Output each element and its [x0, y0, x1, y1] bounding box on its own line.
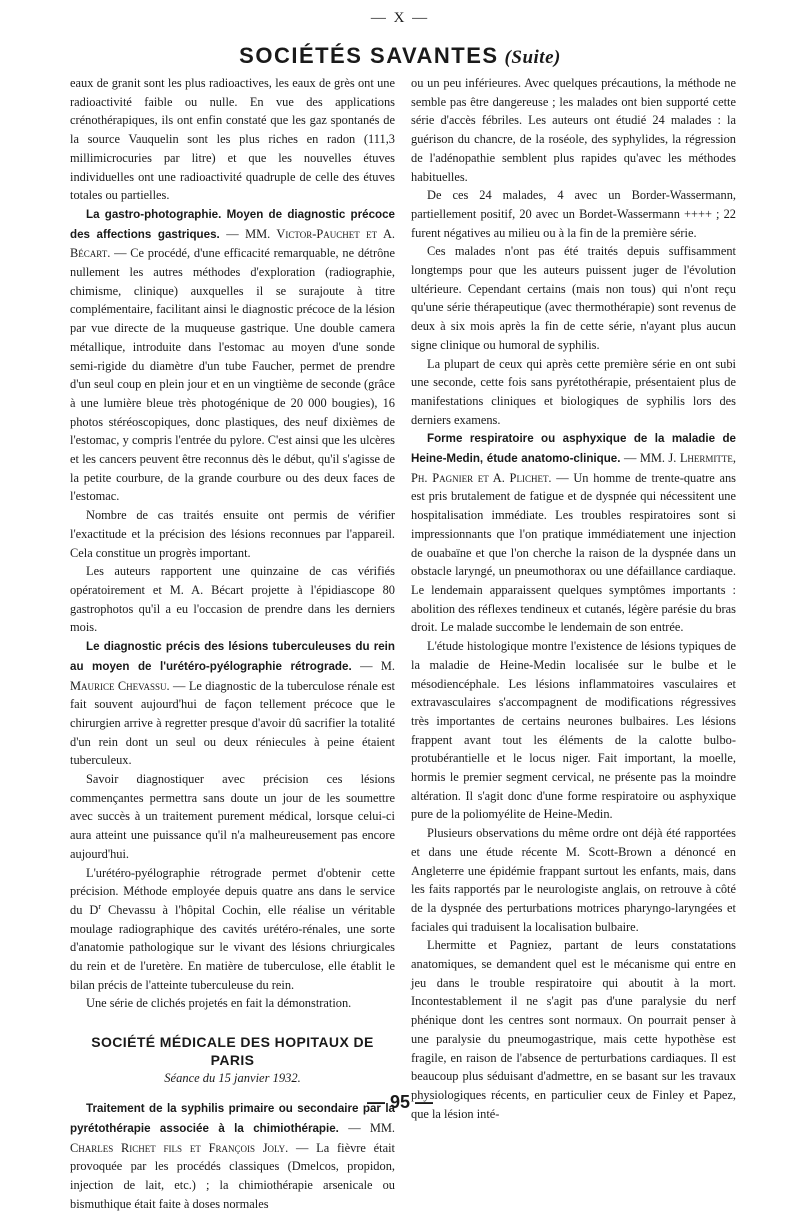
section-title: SOCIÉTÉ MÉDICALE DES HOPITAUX DE PARIS: [91, 1034, 374, 1069]
paragraph: Les auteurs rapportent une quinzaine de cas vérifiés opératoirement et M. A. Bécart projette à l'épidiascope 80 gastrophotos qu'il a eu l'occasion de prendre dans les derniers mois.: [70, 564, 395, 635]
page-number: — 95 —: [366, 1092, 434, 1112]
article-body: — Un homme de trente-quatre ans est pris brutalement de fatigue et de dyspnée qui nécessitent une hospitalisation immédiate. Les troubles respiratoires sont si impressionnants que l'on pratique immédiatement une injection de ouabaïne et que l'on cherche la raison de la dyspnée dans un obstacle laryngé, un pneumothorax ou une défaillance cardiaque. Le lendemain apparaissent quelques symptômes importants : abolition des réflexes tendineux et cutanés, légère parésie du bras droit. Le malade succombe le lendemain de son entrée.: [411, 470, 736, 635]
article-paragraph: [70, 1099, 395, 1213]
article-authors: — MM. J. Lhermitte, Ph. Pagnier et A. Plichet.: [411, 451, 736, 485]
article-body: — Le diagnostic de la tuberculose rénale est fait souvent aujourd'hui de façon tellement précoce que le chirurgien arrive à regretter presque d'avoir dû sacrifier la totalité d'un rein dont un seul ou deux réniecules à peine étaient tuberculeux.: [70, 678, 395, 768]
paragraph: Lhermitte et Pagniez, partant de leurs constatations anatomiques, se demandent quel est le mécanisme qui entre en jeu dans le trouble respiratoire qui aboutit à la mort. Incontestablement il ne s'agit pas d'une paralysie du nerf phénique dont les centres sont normaux. On pourrait penser à une paralysie du pneumogastrique, mais cette hypothèse est fragile, en raison de l'absence de perturbations cardiaques. Il est beaucoup plus séduisant d'admettre, en se basant sur les travaux physiologiques récents, en particulier ceux de Finley et Papez, que la lésion inté-: [411, 938, 736, 1121]
roman-numeral: — X —: [370, 10, 430, 26]
page-title-suite: (Suite): [504, 47, 561, 68]
article-heading: Forme respiratoire ou asphyxique de la maladie de Heine-Medin, étude anatomo-clinique.: [411, 432, 736, 466]
article-paragraph: [70, 637, 395, 770]
article-heading: La gastro-photographie. Moyen de diagnostic précoce des affections gastriques.: [70, 207, 395, 241]
superscript: r: [98, 901, 102, 911]
paragraph: Une série de clichés projetés en fait la démonstration.: [86, 996, 352, 1011]
right-column: [411, 74, 736, 1123]
paragraph: Plusieurs observations du même ordre ont déjà été rapportées et dans une étude récente M. Scott-Brown a dénoncé en Angleterre une épidémie frappant surtout les enfants, mais, dans les faits rapportés par le neurologiste anglais, on retrouve à côté de la dyspnée des perturbations motrices pharyngo-laryngées et faciales qui traduisent la localisation bulbaire.: [411, 826, 736, 934]
article-authors: — M. Maurice Chevassu.: [70, 658, 395, 693]
paragraph: eaux de granit sont les plus radioactives, les eaux de grès ont une radioactivité faible ou nulle. En vue des applications crénothérapiques, ils ont enfin constaté que les gaz spontanés de la source Vauquelin sont les plus riches en radon (111,3 millimicrocuries par litre) et que les nouvelles étuves individuelles ont une radioactivité quadruple de celle des étuves totales ou partielles.: [70, 76, 395, 203]
page-title: [0, 43, 800, 71]
article-authors: — MM. Charles Richet fils et François Joly.: [70, 1120, 395, 1155]
section-date: Séance du 15 janvier 1932.: [164, 1071, 301, 1086]
article-authors: — MM. Victor-Pauchet et A. Bécart.: [70, 226, 395, 261]
paragraph: ou un peu inférieures. Avec quelques précautions, la méthode ne semble pas être dangereuse ; les malades ont bien supporté cette série d'accès fébriles. Les auteurs ont étudié 24 malades : la guérison du chancre, de la roséole, des syphylides, la régression de l'adénopathie semblent plus rapides qu'avec les méthodes habituelles.: [411, 76, 736, 184]
paragraph-text: L'urétéro-pyélographie rétrograde permet d'obtenir cette précision. Méthode employée depuis quatre ans dans le service du D: [70, 865, 395, 917]
article-paragraph: [411, 429, 736, 637]
article-body: — La fièvre était provoquée par les procédés classiques (Dmelcos, propidon, injection de lait, etc.) ; la chimiothérapie arsenicale ou bismuthique était faite à doses normales: [70, 1140, 395, 1211]
article-heading: Le diagnostic précis des lésions tuberculeuses du rein au moyen de l'urétéro-pyélographie rétrograde.: [70, 640, 395, 673]
paragraph: La plupart de ceux qui après cette première série en ont subi une seconde, cette fois sans pyrétothérapie, présentaient plus de manifestations cliniques et biologiques de syphilis lors des derniers examens.: [411, 356, 736, 427]
page-title-text: SOCIÉTÉS SAVANTES: [239, 43, 499, 68]
article-body: — Ce procédé, d'une efficacité remarquable, ne détrône nullement les autres méthodes d'exploration (radiographie, chimisme, clinique) auxquelles il se surajoute à titre complémentaire, facilitant ainsi le diagnostic précoce de la lésion par vue directe de la muqueuse gastrique. Une double camera métallique, introduite dans l'estomac au moyen d'une sonde semi-rigide du diamètre d'un tube Faucher, permet de prendre d'un seul coup en plein jour et en un vingtième de seconde (grâce à une lumière bleue très photogénique de 20 000 bougies), 16 photos stéréoscopiques, donc plastiques, des neuf dixièmes de l'estomac, y compris l'entrée du pylore. C'est ainsi que les ulcères et les cancers peuvent être reconnus dès le début, qu'il s'agisse de la petite courbure, de la grande courbure ou des deux faces de l'estomac.: [70, 246, 395, 504]
paragraph: Savoir diagnostiquer avec précision ces lésions commençantes permettra sans doute un jour de les soumettre avec succès à un traitement purement médical, lorsque celui-ci aura atteint une puissance qu'il n'a malheureusement pas encore aujourd'hui.: [70, 772, 395, 861]
paragraph-text: Chevassu à l'hôpital Cochin, elle réalise un véritable moulage radiographique des cavités urétéro-rénales, une sorte d'anatomie pathologique sur le vivant des lésions chriurgicales du rein et de l'uretère. En matière de tuberculose, elle établit le bilan précis de l'atteinte tuberculeuse du rein.: [70, 902, 396, 992]
paragraph: De ces 24 malades, 4 avec un Border-Wassermann, partiellement positif, 20 avec un Bordet-Wassermann ++++ ; 22 furent négatives au milieu ou à la fin de la première série.: [411, 188, 736, 240]
paragraph: L'étude histologique montre l'existence de lésions typiques de la maladie de Heine-Medin localisée sur le bulbe et le mésodiencéphale. Les lésions inflammatoires vasculaires et extravasculaires s'accompagnent de modifications régressives très importantes de certains neurones bulbaires. Les lésions frappent avant tout les éléments de la calotte bulbo-protubérantielle et le locus niger. Fait important, la moelle, hormis le premier segment cervical, ne présente pas la moindre altération. Il s'agit donc d'une forme respiratoire ou asphyxique pure de la poliomyélite de Heine-Medin.: [411, 639, 736, 822]
paragraph: [70, 864, 395, 995]
paragraph: Ces malades n'ont pas été traités depuis suffisamment longtemps pour que les auteurs puissent juger de l'évolution ultérieure. Cependant certains (mais non tous) qui n'ont reçu qu'une série thérapeutique (avec thermothérapie) sont revenus de deux à six mois après la fin de cette série, n'ayant plus aucun signe clinique ou humoral de syphilis.: [411, 244, 736, 352]
article-paragraph: [70, 205, 395, 506]
paragraph: Nombre de cas traités ensuite ont permis de vérifier l'exactitude et la précision des lésions reconnues par l'appareil. Cela constitue un progrès important.: [70, 508, 395, 560]
article-heading: Traitement de la syphilis primaire ou secondaire par la pyrétothérapie associée à la chimiothérapie.: [70, 1102, 395, 1135]
left-column: [70, 74, 395, 1213]
